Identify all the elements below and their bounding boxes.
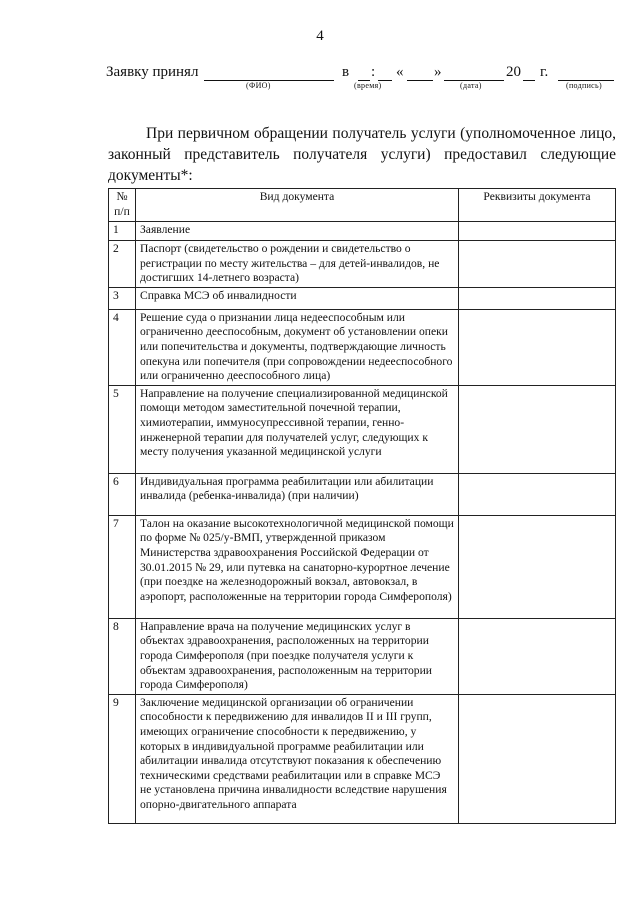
row-num: 1	[109, 222, 136, 241]
table-row	[109, 241, 616, 288]
table-row	[109, 618, 616, 694]
row-requisites-field[interactable]	[459, 309, 616, 385]
row-doc-type: Талон на оказание высокотехнологичной медицинской помощи по форме № 025/у-ВМП, утвержденной приказом Министерства здравоохранения Российской Федерации от 30.01.2015 № 29, или путевка на санаторно-курортное лечение (при поездке на железнодорожный вокзал, автовокзал, в аэропорт, расположенные на территории города Симферополя)	[136, 515, 459, 618]
row-requisites-field[interactable]	[459, 694, 616, 823]
table-header-row	[109, 189, 616, 222]
table-row	[109, 694, 616, 823]
row-doc-type: Заключение медицинской организации об ограничении способности к передвижению для инвалидов II и III групп, имеющих ограничение способности к передвижению, у которых в индивидуальной программе реабилитации или абилитации инвалида отсутствуют показания к обеспечению техническими средствами реабилитации или в справке МСЭ не установлена причина инвалидности вследствие нарушения опорно-двигательного аппарата	[136, 694, 459, 823]
row-requisites-field[interactable]	[459, 473, 616, 515]
row-requisites-field[interactable]	[459, 385, 616, 473]
time-caption: (время)	[354, 81, 382, 90]
row-requisites-field[interactable]	[459, 287, 616, 309]
row-num: 9	[109, 694, 136, 823]
page-number: 4	[316, 28, 324, 44]
preposition-text: в	[342, 64, 350, 80]
acceptance-line	[106, 58, 616, 98]
table-row	[109, 287, 616, 309]
row-requisites-field[interactable]	[459, 515, 616, 618]
header-num: № п/п	[109, 189, 136, 222]
row-requisites-field[interactable]	[459, 241, 616, 288]
day-field[interactable]	[407, 62, 433, 81]
table-row	[109, 309, 616, 385]
quote-open: «	[396, 64, 404, 80]
signature-caption: (подпись)	[566, 81, 602, 90]
acceptance-label: Заявку принял	[106, 64, 199, 80]
table-row	[109, 473, 616, 515]
row-doc-type: Направление врача на получение медицинских услуг в объектах здравоохранения, расположенных на территории города Симферополя (при поездке получателя услуги к объектам здравоохранения, расположенным на территории города Симферополя)	[136, 618, 459, 694]
intro-text: При первичном обращении получатель услуги (уполномоченное лицо, законный представитель получателя услуги) предоставил следующие документы*:	[108, 125, 616, 184]
year-field[interactable]	[523, 62, 535, 81]
row-doc-type: Направление на получение специализированной медицинской помощи методом заместительной почечной терапии, химиотерапии, иммуносупрессивной терапии, генно-инженерной терапии для получателей услуг, следующих к месту получения указанной медицинской услуги	[136, 385, 459, 473]
quote-close: »	[434, 64, 442, 80]
row-num: 2	[109, 241, 136, 288]
table-row	[109, 385, 616, 473]
header-type: Вид документа	[136, 189, 459, 222]
time-minutes-field[interactable]	[378, 62, 392, 81]
year-prefix: 20	[506, 64, 521, 80]
row-num: 3	[109, 287, 136, 309]
row-doc-type: Заявление	[136, 222, 459, 241]
fio-caption: (ФИО)	[246, 81, 271, 90]
fio-field[interactable]	[204, 62, 334, 81]
row-doc-type: Индивидуальная программа реабилитации или абилитации инвалида (ребенка-инвалида) (при наличии)	[136, 473, 459, 515]
row-num: 8	[109, 618, 136, 694]
table-row	[109, 515, 616, 618]
documents-table	[108, 188, 616, 824]
row-num: 7	[109, 515, 136, 618]
signature-field[interactable]	[558, 62, 614, 81]
row-requisites-field[interactable]	[459, 222, 616, 241]
row-doc-type: Решение суда о признании лица недееспособным или ограниченно дееспособным, документ об установлении опеки или попечительства и документы, подтверждающие личность опекуна или попечителя (при сопровождении недееспособного или ограниченно дееспособного лица)	[136, 309, 459, 385]
header-requisites: Реквизиты документа	[459, 189, 616, 222]
time-separator: :	[371, 64, 376, 80]
row-num: 6	[109, 473, 136, 515]
month-field[interactable]	[444, 62, 504, 81]
row-doc-type: Справка МСЭ об инвалидности	[136, 287, 459, 309]
year-suffix: г.	[540, 64, 549, 80]
row-num: 5	[109, 385, 136, 473]
date-caption: (дата)	[460, 81, 482, 90]
row-requisites-field[interactable]	[459, 618, 616, 694]
row-num: 4	[109, 309, 136, 385]
time-hours-field[interactable]	[358, 62, 370, 81]
table-row	[109, 222, 616, 241]
intro-paragraph	[108, 123, 616, 186]
row-doc-type: Паспорт (свидетельство о рождении и свидетельство о регистрации по месту жительства – для детей-инвалидов, не достигших 14-летнего возраста)	[136, 241, 459, 288]
